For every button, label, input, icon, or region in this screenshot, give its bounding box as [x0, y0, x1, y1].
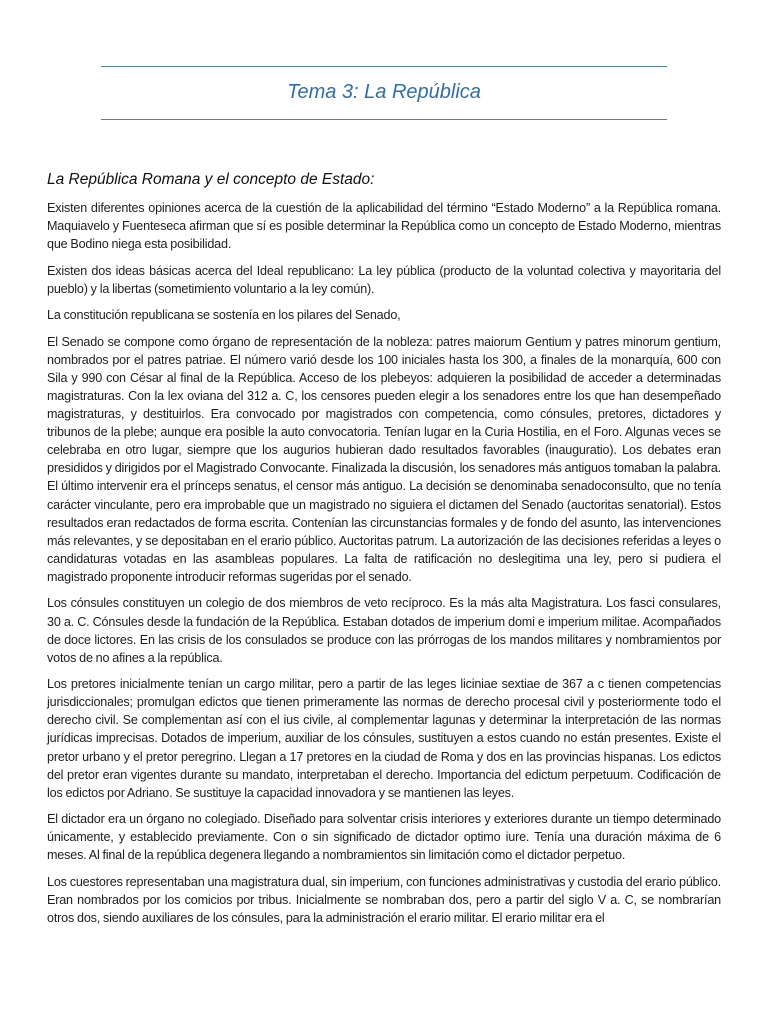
page-title: Tema 3: La República	[287, 81, 481, 103]
paragraph-dictador: El dictador era un órgano no colegiado. Diseñado para solventar crisis interiores y exteriores durante un tiempo determinado únicamente, y establecido previamente. Con o sin significado de dictador optimo iure. Tenía una duración máxima de 6 meses. Al final de la república degenera llegando a nombramientos sin limitación como el dictador perpetuo.	[47, 812, 721, 863]
title-bottom-rule	[101, 119, 667, 120]
paragraph-estado-moderno: Existen diferentes opiniones acerca de la cuestión de la aplicabilidad del término “Estado Moderno” a la República romana. Maquiavelo y Fuenteseca afirman que sí es posible determinar la República como un concepto de Estado Moderno, mientras que Bodino niega esta posibilidad.	[47, 201, 721, 252]
paragraph-cuestores: Los cuestores representaban una magistratura dual, sin imperium, con funciones administrativas y custodia del erario público. Eran nombrados por los comicios por tribus. Inicialmente se nombraban dos, pero a partir del siglo V a. C, se nombrarían otros dos, siendo auxiliares de los cónsules, para la administración el erario militar. El erario militar era el	[47, 874, 721, 926]
paragraph-senado: El Senado se compone como órgano de representación de la nobleza: patres maiorum Gentium y patres minorum gentium, nombrados por el patres patriae. El número varió desde los 100 iniciales hasta los 300, a finales de la monarquía, 600 con Sila y 990 con César al final de la República. Acceso de los plebeyos: adquieren la posibilidad de acceder a determinadas magistraturas. Con la lex oviana del 312 a. C, los censores pueden elegir a los senadores entre los que han desempeñado magistraturas, y destituirlos. Era convocado por magistrados con competencia, como cónsules, pretores, dictadores y tribunos de la plebe; aunque era posible la auto convocatoria. Tenían lugar en la Curia Hostilia, en el Foro. Algunas veces se celebraba en otro lugar, siempre que los augurios hubieran dado resultados favorables (inauguratio). Los debates eran presididos y dirigidos por el Magistrado Convocante. Finalizada la discusión, los senadores más antiguos tomaban la palabra. El último intervenir era el prínceps senatus, el censor más antiguo. La decisión se denominaba senadoconsulto, que no tenía carácter vinculante, pero era improbable que un magistrado no siguiera el dictamen del Senado (auctoritas senatorial). Estos resultados eran redactados de forma escrita. Contenían las circunstancias formales y de fondo del asunto, las intervenciones más relevantes, y se depositaban en el erario público. Auctoritas patrum. La autorización de las decisiones referidas a leyes o candidaturas votadas en las asambleas populares. La falta de ratificación no deslegitima una ley, pero si pudiera el magistrado proponente introducir reformas sugeridas por el senado.	[47, 334, 721, 584]
paragraph-pretores: Los pretores inicialmente tenían un cargo militar, pero a partir de las leges liciniae sextiae de 367 a c tienen competencias jurisdiccionales; promulgan edictos que tienen primeramente las normas de derecho procesal civil y posteriormente todo el derecho civil. Se complementan así con el ius civile, al complementar lagunas y determinar la interpretación de las normas jurídicas imprecisas. Dotados de imperium, auxiliar de los cónsules, sustituyen a estos cuando no están presentes. Existe el pretor urbano y el pretor peregrino. Llegan a 17 pretores en la ciudad de Roma y dos en las provincias hispanas. Los edictos del pretor eran vigentes durante su mandato, interpretaban el derecho. Importancia del edictum perpetuum. Codificación de los edictos por Adriano. Se sustituye la capacidad innovadora y se mantienen las leyes.	[47, 677, 721, 800]
section-heading: La República Romana y el concepto de Estado:	[47, 171, 375, 188]
paragraph-ideal-republicano: Existen dos ideas básicas acerca del Ideal republicano: La ley pública (producto de la voluntad colectiva y mayoritaria del pueblo) y la libertas (sometimiento voluntario a la ley común).	[47, 263, 721, 296]
body-text	[47, 199, 721, 936]
title-top-rule	[101, 66, 667, 67]
paragraph-constitucion: La constitución republicana se sostenía en los pilares del Senado,	[47, 308, 401, 323]
paragraph-consules: Los cónsules constituyen un colegio de dos miembros de veto recíproco. Es la más alta Magistratura. Los fasci consulares, 30 a. C. Cónsules desde la fundación de la República. Estaban dotados de imperium domi e imperium militae. Acompañados de doce lictores. En las crisis de los consulados se produce con las prórrogas de los mandos militares y nombramientos por votos de no afines a la república.	[47, 596, 721, 665]
